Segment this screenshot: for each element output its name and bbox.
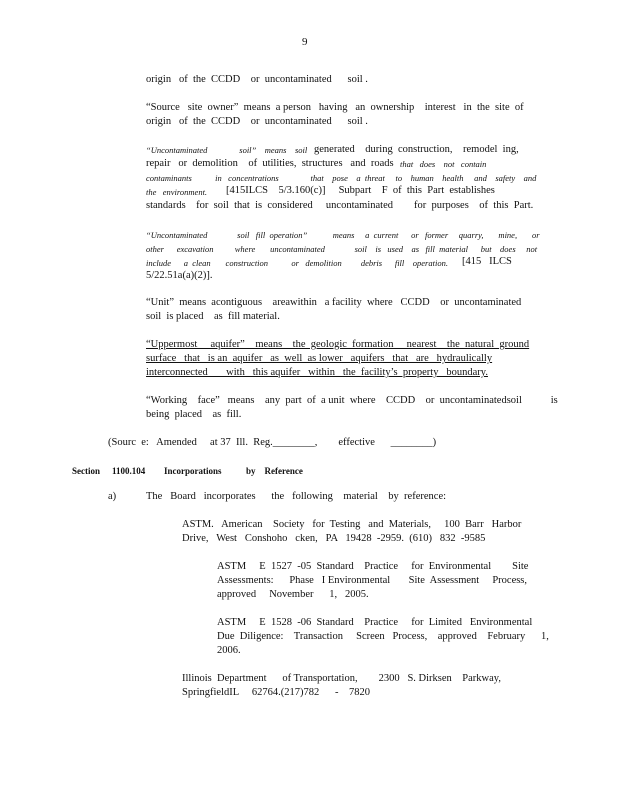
statutory-text: “Uncontaminated soil” means soil [146,145,308,155]
section-label: Section [72,466,100,476]
section-title: Incorporations [164,466,222,476]
item-label: a) [108,491,117,502]
statutory-text: include a clean construction or demolition debris fill operation. [146,258,448,268]
text-line: Illinois Department of Transportation, 2300 S. Dirksen Parkway, [182,673,501,684]
statutory-text: other excavation where uncontaminated soil is used as fill material but does not [146,244,538,254]
statutory-text: the environment. [146,187,208,197]
item-text: The Board incorporates the following material by reference: [146,491,447,502]
section-title-suffix: by Reference [246,466,303,476]
text-line: Drive, West Conshoho cken, PA 19428 -2959. (610) 832 -9585 [182,533,486,544]
text-line: ASTM. American Society for Testing and Materials, 100 Barr Harbor [182,519,522,530]
text-line: Due Diligence: Transaction Screen Process, approved February 1, [217,631,549,642]
text-line: ASTM E 1528 -06 Standard Practice for Limited Environmental [217,617,533,628]
text-line: standards for soil that is considered uncontaminated for purposes of this Part. [146,200,534,211]
text-line: “Unit” means acontiguous areawithin a facility where CCDD or uncontaminated [146,297,522,308]
text-line: ASTM E 1527 -05 Standard Practice for Environmental Site [217,561,529,572]
page-number: 9 [302,36,308,48]
underlined-text: surface that is an aquifer as well as lower aquifers that are hydraulically [146,353,493,364]
text-line: approved November 1, 2005. [217,589,369,600]
underlined-text: interconnected with this aquifer within the facility’s property boundary. [146,367,488,378]
source-note: (Sourc e: Amended at 37 Ill. Reg.________, effective ________) [108,437,437,448]
text-line: being placed as fill. [146,409,242,420]
citation: [415 ILCS [462,256,512,267]
text-line: “Working face” means any part of a unit where CCDD or uncontaminatedsoil is [146,395,558,406]
underlined-text: “Uppermost aquifer” means the geologic formation nearest the natural ground [146,339,530,350]
statutory-text: “Uncontaminated soil fill operation” means a current or former quarry, mine, or [146,230,540,240]
text-line: generated during construction, remodel ing, [314,144,519,155]
text-line: repair or demolition of utilities, structures and roads [146,158,394,169]
statutory-text: that does not contain [400,159,487,169]
text-line: 2006. [217,645,241,656]
statutory-text: contaminants in concentrations that pose a threat to human health and safety and [146,173,537,183]
section-number: 1100.104 [112,466,146,476]
text-line: “Source site owner” means a person having an ownership interest in the site of [146,102,524,113]
text-line: origin of the CCDD or uncontaminated soil . [146,116,368,127]
citation: [415ILCS 5/3.160(c)] Subpart F of this Part establishes [226,185,495,196]
text-line: origin of the CCDD or uncontaminated soil . [146,74,368,85]
citation: 5/22.51a(a)(2)]. [146,270,213,281]
text-line: Assessments: Phase I Environmental Site Assessment Process, [217,575,528,586]
text-line: soil is placed as fill material. [146,311,280,322]
text-line: SpringfieldIL 62764.(217)782 - 7820 [182,687,371,698]
